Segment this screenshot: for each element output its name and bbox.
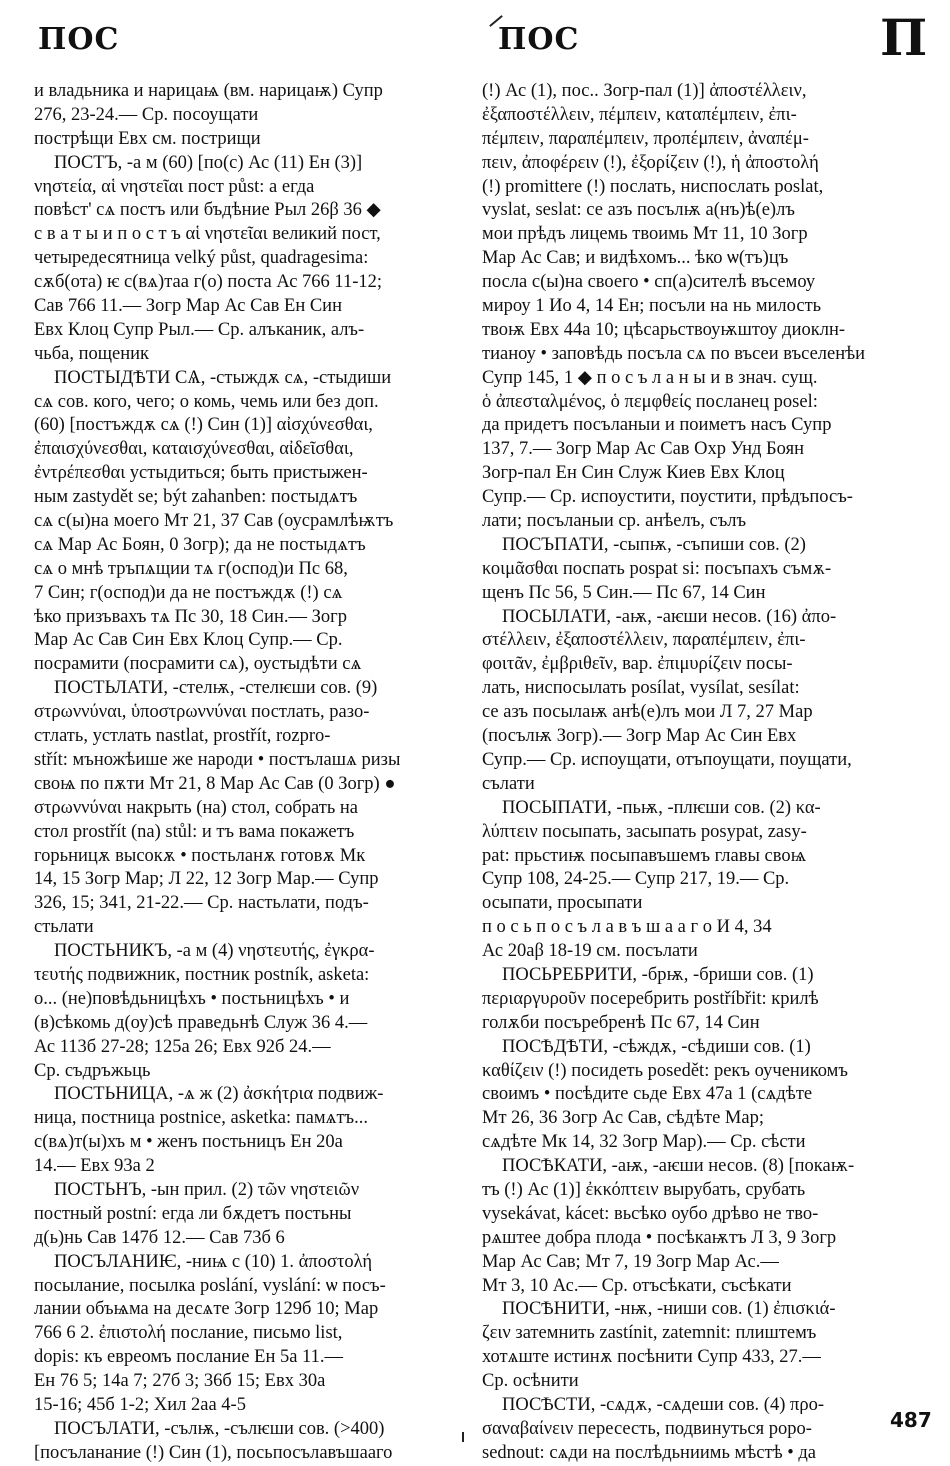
text-line: στρωννύναι накрыть (на) стол, собрать на <box>34 797 359 818</box>
text-line: Супр.— Ср. испоущати, отъпоущати, поущати, <box>482 749 852 770</box>
text-line: ПОСЪПАТИ, -сыпѭ, -съпиши сов. (2) <box>502 534 806 555</box>
text-line: (посълѭ Зогр).— Зогр Мар Ас Син Евх <box>482 726 797 747</box>
text-line: (в)сѣкомь д(оу)сѣ праведьнѣ Служ 36 4.— <box>34 1012 368 1033</box>
text-line: и владьника и нарицаѩ (вм. нарицаѭ) Супр <box>34 81 383 101</box>
text-line: Сав 766 11.— Зогр Мар Ас Сав Ен Син <box>34 296 342 317</box>
text-line: своѩ по пѫти Мт 21, 8 Мар Ас Сав (0 Зогр) ● <box>34 773 396 794</box>
text-line: vyslat, seslat: се азъ посълѭ а(нъ)ѣ(е)лъ <box>482 200 795 221</box>
text-line: τευτής подвижник, постник postník, asketa: <box>34 964 370 985</box>
text-line: στρωννύναι, ὑποστρωννύναι постлать, разо- <box>34 702 370 723</box>
text-line: ница, постница postnice, asketka: памѧтъ... <box>34 1108 369 1129</box>
text-line: Ас 113б 27-28; 125а 26; Евх 92б 24.— <box>34 1036 331 1057</box>
text-line: ПОСЫЛАТИ, -аѭ, -аѥши несов. (16) ἀπο- <box>502 606 837 627</box>
text-line: střít: мъножѣише же народи • постълашѧ ризы <box>34 749 401 770</box>
text-line: с в а т ы и п о с т ъ αἱ νηστεῖαι великий пост, <box>34 224 381 245</box>
text-line: στέλλειν, ἐξαποστέλλειν, παραπέμπειν, ἐπι- <box>482 630 806 651</box>
text-line: лать, ниспосылать posílat, vysílat, sesílat: <box>482 678 800 699</box>
text-line: Ен 76 5; 14а 7; 27б 3; 36б 15; Евх 30а <box>34 1371 326 1392</box>
text-line: с(вѧ)т(ы)хъ м • женъ постьницъ Ен 20а <box>34 1132 343 1153</box>
text-line: чьба, пощеник <box>34 343 150 364</box>
text-line: тъ (!) Ас (1)] ἐκκόπτειν вырубать, срубать <box>482 1179 806 1200</box>
text-line: тианоу • заповѣдь посъла сѧ по въсеи въселенѣи <box>482 343 866 364</box>
text-line: стьлати <box>34 917 94 938</box>
text-line: постный postní: егда ли бѫдетъ постьны <box>34 1203 352 1224</box>
text-line: сѧ сов. кого, чего; о комь, чемь или без доп. <box>34 391 379 412</box>
text-line: ПОСѢДѢТИ, -сѣждѫ, -сѣдиши сов. (1) <box>502 1036 811 1057</box>
text-line: sednout: сѧди на послѣдьниимь мѣстѣ • да <box>482 1442 816 1463</box>
text-line: сѧ Мар Ас Боян, 0 Зогр); да не постыдѧтъ <box>34 534 366 555</box>
text-line: четыредесятница velký půst, quadragesima: <box>34 248 369 269</box>
margin-mark <box>462 1432 464 1442</box>
text-line: (60) [постъждѫ сѧ (!) Син (1)] αἰσχύνεσθαι, <box>34 415 373 436</box>
text-line: ѣко призъвахъ тѧ Пс 30, 18 Син.— Зогр <box>34 606 347 627</box>
text-line: Ср. съдръжьць <box>34 1060 151 1081</box>
text-line: λύπτειν посыпать, засыпать posypat, zasy- <box>482 821 807 842</box>
text-line: καθίζειν (!) посидеть posedět: рекъ оученикомъ <box>482 1060 848 1081</box>
text-line: ПОСТЪ, -а м (60) [по(с) Ас (11) Ен (3)] <box>54 152 363 173</box>
text-line: ПОСѢНИТИ, -нѭ, -ниши сов. (1) ἐπισκιά- <box>502 1299 836 1320</box>
running-head-left: ПОС <box>38 22 120 57</box>
text-line: д(ь)нь Сав 147б 12.— Сав 73б 6 <box>34 1227 285 1248</box>
text-line: сѧ с(ы)на моего Мт 21, 37 Сав (оусрамлѣѭтъ <box>34 511 394 532</box>
text-line: περιαργυροῦν посеребрить postříbřit: крилѣ <box>482 988 819 1009</box>
text-line: мироу 1 Ио 4, 14 Ен; посъли на нь милость <box>482 296 822 317</box>
text-line: о... (не)повѣдьницѣхъ • постьницѣхъ • и <box>34 988 350 1009</box>
text-line: Супр 145, 1 ◆ п о с ъ л а н ы и в знач. сущ. <box>482 367 818 388</box>
text-line: ПОСѢКАТИ, -аѭ, -аѥши несов. (8) [покаѭ- <box>502 1156 855 1177</box>
text-line: ПОСЫПАТИ, -пьѭ, -плѥши сов. (2) κα- <box>502 797 821 818</box>
text-line: ἐξαποστέλλειν, πέμπειν, καταπέμπειν, ἐπι- <box>482 104 797 125</box>
text-line: ПОСТЬНИЦА, -ѧ ж (2) ἀσκήτρια подвиж- <box>54 1084 384 1105</box>
text-line: ПОСЬРЕБРИТИ, -брѭ, -бриши сов. (1) <box>502 964 814 985</box>
text-line: сѧ о мнѣ тръпѧщии тѧ г(оспод)и Пс 68, <box>34 558 348 579</box>
text-line: рѧштее добра плода • посѣкаѭтъ Л 3, 9 Зогр <box>482 1227 837 1248</box>
text-line: 14.— Евх 93а 2 <box>34 1156 155 1177</box>
text-line: vysekávat, kácet: вьсѣко оубо дрѣво не тво- <box>482 1203 819 1224</box>
text-line: ζειν затемнить zastínit, zatemnit: плиштемъ <box>482 1323 817 1344</box>
text-line: [посъланание (!) Син (1), посьпосълавъшааго <box>34 1442 393 1463</box>
text-line: pat: прьстиѭ посыпавъшемъ главы своѩ <box>482 845 807 866</box>
text-line: Супр 108, 24-25.— Супр 217, 19.— Ср. <box>482 869 790 890</box>
text-line: сѧдѣте Мк 14, 32 Зогр Мар).— Ср. сѣсти <box>482 1132 806 1153</box>
text-line: Ср. осѣнити <box>482 1371 579 1392</box>
text-line: посрамити (посрамити сѧ), оустыдѣти сѧ <box>34 654 362 675</box>
text-line: σαναβαίνειν пересесть, подвинуться роро- <box>482 1418 812 1439</box>
text-line: ПОСТЫДѢТИ СѦ, -стыждѫ сѧ, -стыдиши <box>54 367 392 388</box>
text-line: Мт 26, 36 Зогр Ас Сав, сѣдѣте Мар; <box>482 1108 764 1129</box>
text-line: (!) promittere (!) послать, ниспослать poslat, <box>482 176 824 197</box>
text-line: (!) Ас (1), пос.. Зогр-пал (1)] ἀποστέλλειν, <box>482 81 807 101</box>
text-line: ὁ ἀπεσταλμένος, ὁ πεμφθείς посланец posel: <box>482 391 818 412</box>
right-column <box>482 80 922 1466</box>
text-line: Мар Ас Сав Син Евх Клоц Супр.— Ср. <box>34 630 343 651</box>
text-line: щенъ Пс 56, 5 Син.— Пс 67, 14 Син <box>482 582 766 603</box>
text-line: пострѣщи Евх см. пострищи <box>34 128 261 149</box>
text-line: ПОСТЬНИКЪ, -а м (4) νηστευτής, ἐγκρα- <box>54 941 375 962</box>
text-line: Мар Ас Сав; Мт 7, 19 Зогр Мар Ас.— <box>482 1251 779 1272</box>
text-line: 276, 23-24.— Ср. посоущати <box>34 104 259 125</box>
text-line: ἐπαισχύνεσθαι, καταισχύνεσθαι, αἰδεῖσθαι, <box>34 439 354 460</box>
text-line: стлать, устлать nastlat, prostřít, rozpro- <box>34 726 331 747</box>
running-head-center: ПОС <box>498 22 580 57</box>
text-line: νηστεία, αἱ νηστεῖαι пост půst: а егда <box>34 176 315 197</box>
text-line: ПОСТЬЛАТИ, -стелѭ, -стелѥши сов. (9) <box>54 678 378 699</box>
text-line: 15-16; 45б 1-2; Хил 2аа 4-5 <box>34 1394 246 1415</box>
text-line: φοιτᾶν, ἐμβριθεῖν, вар. ἐπιμυρίζειν посы- <box>482 654 793 675</box>
text-line: Мар Ас Сав; и видѣхомъ... ѣко ѡ(тъ)цъ <box>482 248 789 269</box>
text-line: 766 6 2. ἐπιστολή послание, письмо list, <box>34 1323 343 1344</box>
text-line: 137, 7.— Зогр Мар Ас Сав Охр Унд Боян <box>482 439 804 460</box>
text-line: κοιμᾶσθαι поспать pospat si: посъпахъ съмѫ- <box>482 558 832 579</box>
text-line: сълати <box>482 773 535 794</box>
text-line: повѣст' сѧ постъ или бъдѣние Рыл 26β 36 ◆ <box>34 200 381 221</box>
text-line: п о с ь п о с ъ л а в ъ ш а а г о И 4, 34 <box>482 917 772 938</box>
text-line: стол prostřít (na) stůl: и тъ вама покажетъ <box>34 821 355 842</box>
section-letter: П <box>880 8 928 67</box>
text-line: своимъ • посѣдите сьде Евх 47а 1 (сѧдѣте <box>482 1084 813 1105</box>
page-number: 487 <box>890 1408 932 1432</box>
text-line: Зогр-пал Ен Син Служ Киев Евх Клоц <box>482 463 785 484</box>
text-line: ПОСЪЛАТИ, -сълѭ, -сълѥши сов. (>400) <box>54 1418 385 1439</box>
text-line: Евх Клоц Супр Рыл.— Ср. алъканик, алъ- <box>34 319 365 340</box>
text-line: се азъ посылаѭ анѣ(е)лъ мои Л 7, 27 Мар <box>482 702 813 723</box>
text-line: мои прѣдъ лицемь твоимь Мт 11, 10 Зогр <box>482 224 808 245</box>
text-line: сѫб(ота) ѥ с(вѧ)таа г(о) поста Ас 766 11-12; <box>34 272 383 293</box>
text-line: ПОСТЬНЪ, -ын прил. (2) τῶν νηστειῶν <box>54 1179 360 1200</box>
text-line: да придетъ посъланыи и поиметъ насъ Супр <box>482 415 832 436</box>
text-line: лании объѩма на десѧте Зогр 129б 10; Мар <box>34 1299 379 1320</box>
text-line: ἐντρέπεσθαι устыдиться; быть пристыжен- <box>34 463 368 484</box>
text-line: 7 Син; г(оспод)и да не постъждѫ (!) сѧ <box>34 582 343 603</box>
text-line: голѫби посъребренѣ Пс 67, 14 Син <box>482 1012 760 1033</box>
text-line: осыпати, просыпати <box>482 893 643 914</box>
text-line: хотѧште истинѫ посѣнити Супр 433, 27.— <box>482 1347 821 1368</box>
text-line: ПОСЪЛАНИѤ, -ниѩ с (10) 1. ἀποστολή <box>54 1251 373 1272</box>
text-line: посылание, посылка poslání, vyslání: ѡ посъ- <box>34 1275 386 1296</box>
text-line: лати; посъланыи ср. анѣелъ, сълъ <box>482 511 747 532</box>
left-column <box>34 80 454 1466</box>
text-line: Супр.— Ср. испоустити, поустити, прѣдъпосъ- <box>482 487 853 508</box>
text-line: ным zastydět se; být zahanben: постыдѧтъ <box>34 487 358 508</box>
text-line: ПОСѢСТИ, -сѧдѫ, -сѧдеши сов. (4) προ- <box>502 1394 824 1415</box>
text-line: Мт 3, 10 Ас.— Ср. отъсѣкати, съсѣкати <box>482 1275 792 1296</box>
text-line: dopis: къ евреомъ послание Ен 5а 11.— <box>34 1347 343 1368</box>
text-line: твоѭ Евх 44а 10; цѣсарьствоуѭштоу диоклн- <box>482 319 846 340</box>
text-line: πέμπειν, παραπέμπειν, προπέμπειν, ἀναπέμ- <box>482 128 809 149</box>
text-line: 14, 15 Зогр Мар; Л 22, 12 Зогр Мар.— Супр <box>34 869 379 890</box>
text-line: горьницѫ высокѫ • постьланѫ готовѫ Мк <box>34 845 366 866</box>
text-line: Ас 20аβ 18-19 см. посълати <box>482 941 698 962</box>
text-line: 326, 15; 341, 21-22.— Ср. настьлати, подъ- <box>34 893 369 914</box>
text-line: πειν, ἀποφέρειν (!), ἐξορίζειν (!), ἡ ἀποστολή <box>482 152 819 173</box>
text-line: посла с(ы)на своего • сп(а)сителѣ въсемоу <box>482 272 816 293</box>
